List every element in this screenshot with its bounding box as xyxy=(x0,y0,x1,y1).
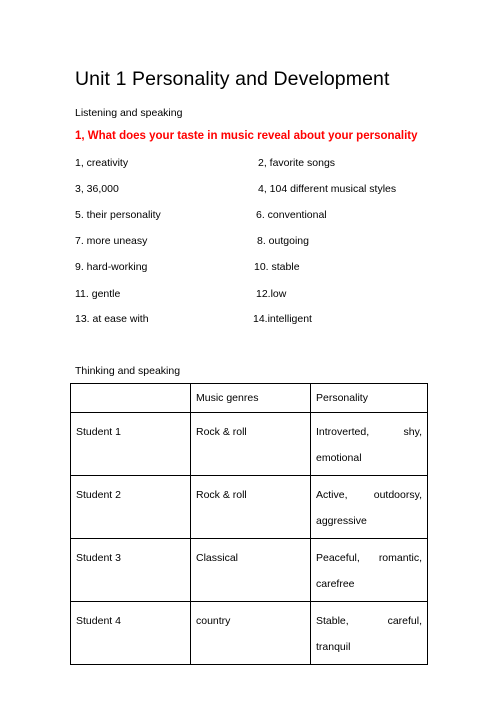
genre-cell: country xyxy=(191,602,311,665)
personality-word: Active, xyxy=(316,489,348,501)
personality-word: careful, xyxy=(387,615,422,627)
personality-word: outdoorsy, xyxy=(373,489,422,501)
table-header-cell: Personality xyxy=(311,384,428,413)
personality-cell xyxy=(311,602,428,665)
answer-item: 14.intelligent xyxy=(253,313,312,325)
answer-item: 7. more uneasy xyxy=(75,235,148,247)
answer-item: 11. gentle xyxy=(75,288,121,300)
student-cell: Student 3 xyxy=(71,539,191,602)
answer-item: 6. conventional xyxy=(256,209,327,221)
personality-word: tranquil xyxy=(316,641,351,653)
personality-word: Introverted, xyxy=(316,426,370,438)
table-row xyxy=(71,413,428,476)
personality-word: shy, xyxy=(403,426,422,438)
personality-word: carefree xyxy=(316,578,355,590)
table-row xyxy=(71,539,428,602)
personality-word: aggressive xyxy=(316,515,367,527)
personality-word: romantic, xyxy=(378,552,422,564)
answer-item: 3, 36,000 xyxy=(75,183,119,195)
answer-item: 8. outgoing xyxy=(257,235,309,247)
personality-cell xyxy=(311,413,428,476)
student-cell: Student 4 xyxy=(71,602,191,665)
student-cell: Student 1 xyxy=(71,413,191,476)
personality-word: emotional xyxy=(316,452,362,464)
section-heading-thinking: Thinking and speaking xyxy=(75,365,181,377)
answer-item: 1, creativity xyxy=(75,157,129,169)
genre-cell: Rock & roll xyxy=(191,413,311,476)
answer-item: 10. stable xyxy=(254,261,300,273)
genre-cell: Classical xyxy=(191,539,311,602)
question-heading: 1, What does your taste in music reveal about your personality xyxy=(75,130,418,142)
table-header-cell: Music genres xyxy=(191,384,311,413)
answer-item: 4, 104 different musical styles xyxy=(258,183,397,195)
student-cell: Student 2 xyxy=(71,476,191,539)
answer-item: 9. hard-working xyxy=(75,261,148,273)
personality-word: Stable, xyxy=(316,615,349,627)
answer-item: 13. at ease with xyxy=(75,313,149,325)
answer-item: 2, favorite songs xyxy=(258,157,336,169)
answer-item: 5. their personality xyxy=(75,209,161,221)
personality-word: Peaceful, xyxy=(316,552,360,564)
table-row xyxy=(71,602,428,665)
section-heading-listening: Listening and speaking xyxy=(75,107,183,119)
personality-cell xyxy=(311,539,428,602)
table-header-cell xyxy=(71,384,191,413)
table-row xyxy=(71,476,428,539)
page-title: Unit 1 Personality and Development xyxy=(75,68,390,90)
genre-cell: Rock & roll xyxy=(191,476,311,539)
personality-cell xyxy=(311,476,428,539)
table-header-row xyxy=(71,384,428,413)
answer-item: 12.low xyxy=(256,288,287,300)
music-personality-table xyxy=(70,383,428,665)
